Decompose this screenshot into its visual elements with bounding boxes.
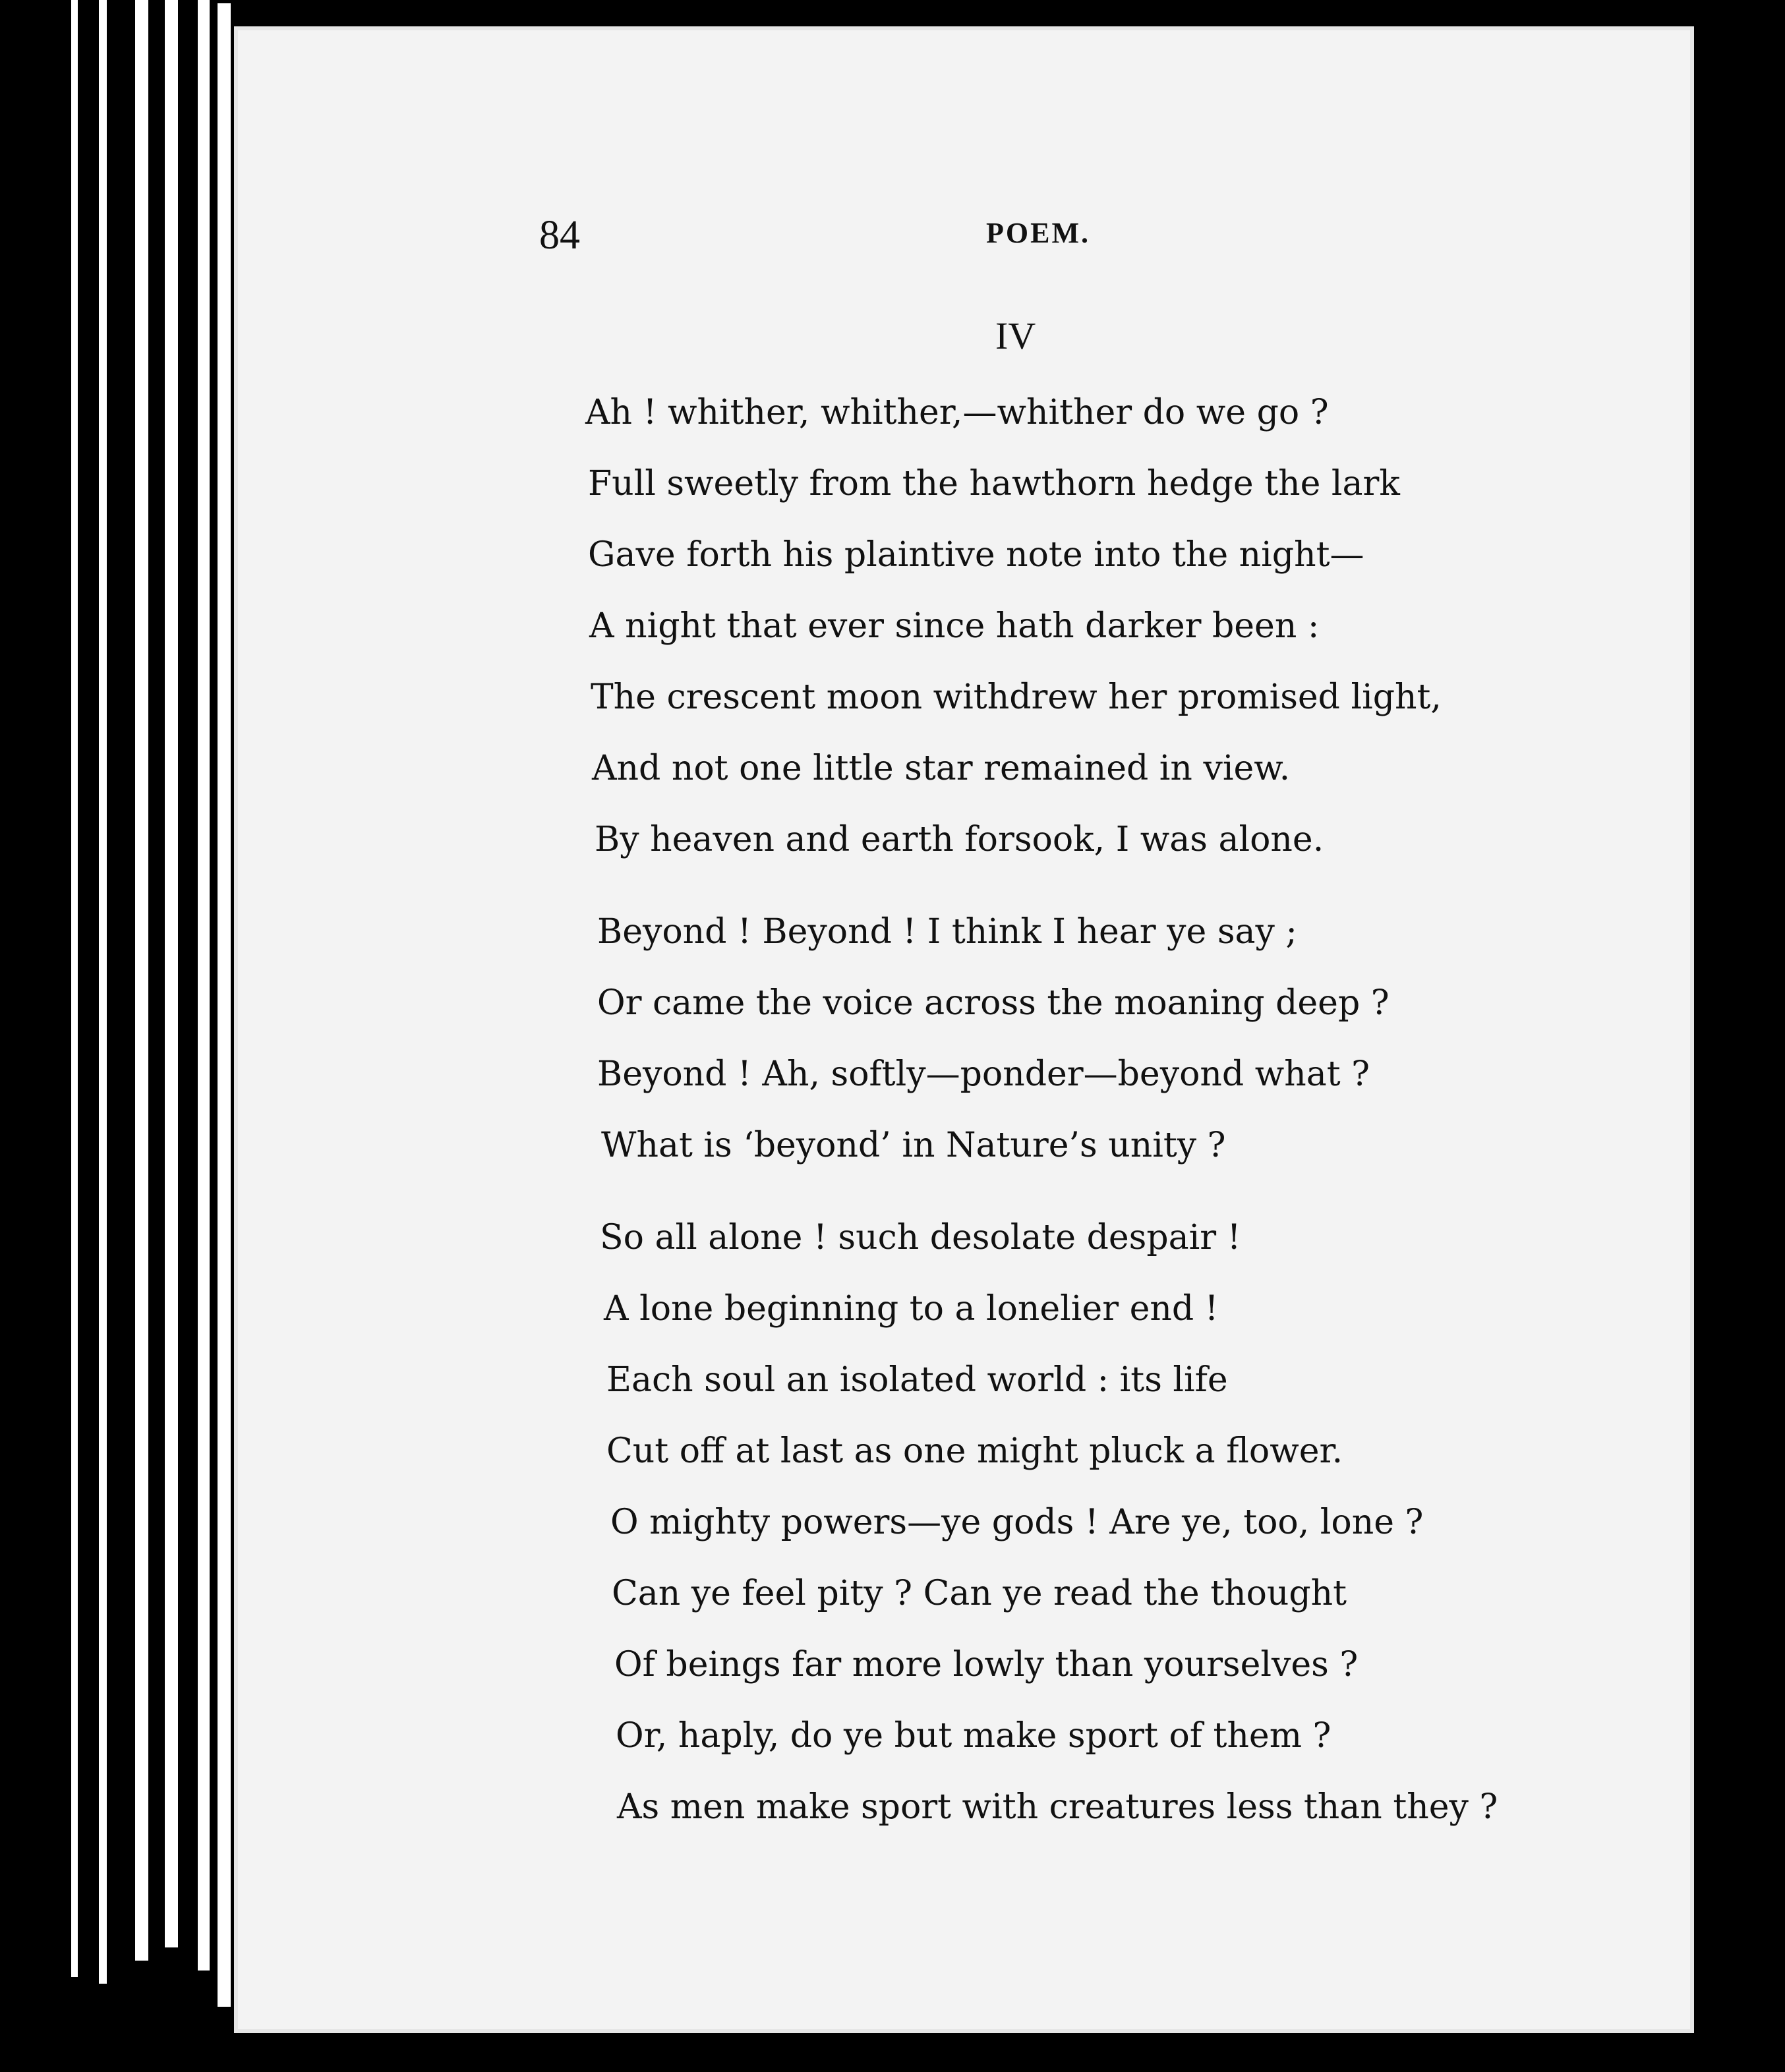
verse-line: Full sweetly from the hawthorn hedge the lark — [588, 464, 1400, 504]
page-edge — [135, 0, 148, 1961]
verse-line: Each soul an isolated world : its life — [606, 1360, 1228, 1400]
verse-line: Beyond ! Ah, softly—ponder—beyond what ? — [597, 1054, 1370, 1094]
verse-line: A lone beginning to a lonelier end ! — [604, 1289, 1219, 1329]
verse-line: Or came the voice across the moaning deep ? — [597, 983, 1390, 1023]
page-edge — [218, 3, 231, 2007]
page-edge — [99, 0, 107, 1984]
verse-line: So all alone ! such desolate despair ! — [600, 1218, 1241, 1257]
page-edge — [165, 0, 178, 1947]
page-edge — [198, 0, 210, 1971]
verse-line: What is ‘beyond’ in Nature’s unity ? — [601, 1126, 1226, 1165]
verse-line: A night that ever since hath darker been : — [589, 606, 1320, 646]
page-edge — [71, 0, 78, 1977]
verse-line: Cut off at last as one might pluck a flower. — [606, 1431, 1343, 1471]
verse-line: Or, haply, do ye but make sport of them ? — [616, 1716, 1331, 1756]
verse-line: Beyond ! Beyond ! I think I hear ye say ; — [597, 912, 1297, 952]
verse-line: As men make sport with creatures less than they ? — [617, 1787, 1498, 1827]
verse-line: Ah ! whither, whither,—whither do we go ? — [585, 393, 1329, 432]
running-head: POEM. — [986, 217, 1090, 249]
verse-line: O mighty powers—ye gods ! Are ye, too, lone ? — [610, 1503, 1424, 1542]
page-number: 84 — [539, 213, 580, 258]
verse-line: Can ye feel pity ? Can ye read the thought — [612, 1574, 1347, 1613]
verse-line: The crescent moon withdrew her promised light, — [591, 677, 1442, 717]
verse-line: And not one little star remained in view. — [592, 749, 1291, 788]
verse-line: By heaven and earth forsook, I was alone. — [595, 820, 1324, 859]
verse-line: Gave forth his plaintive note into the night— — [588, 535, 1364, 575]
section-number: IV — [995, 314, 1036, 357]
verse-line: Of beings far more lowly than yourselves ? — [614, 1645, 1359, 1684]
